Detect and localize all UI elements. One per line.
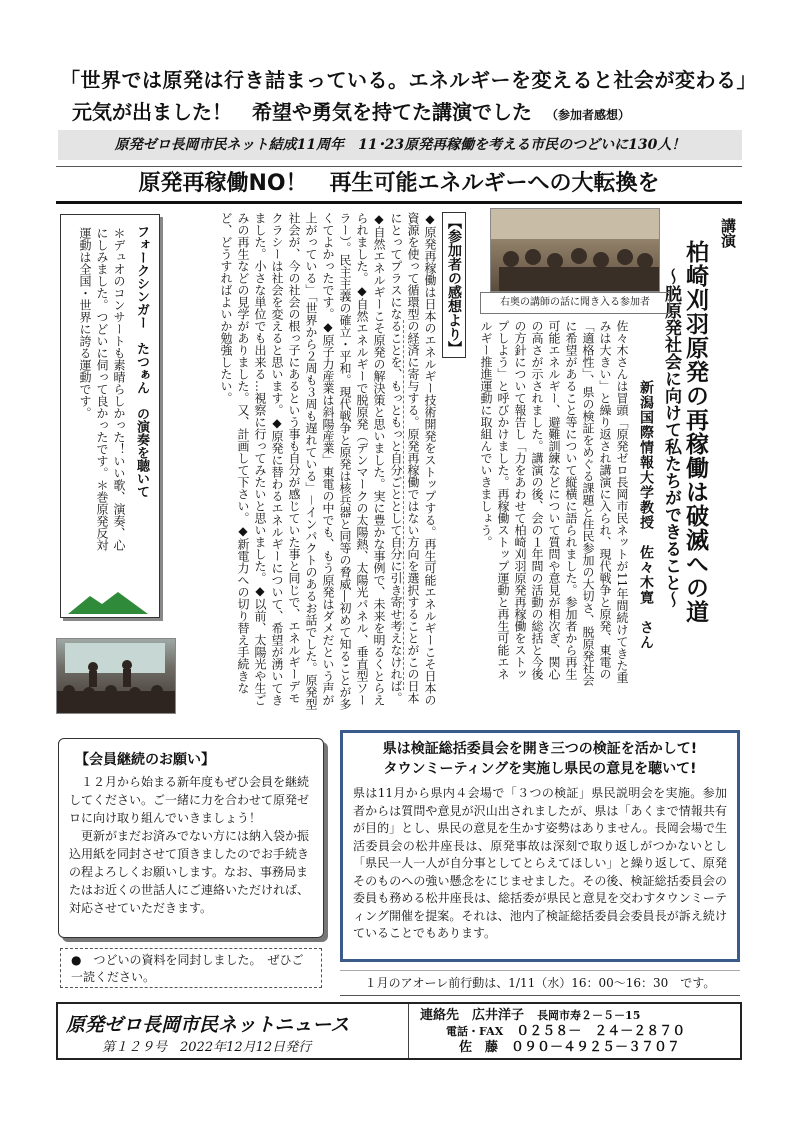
audience-photo-image	[491, 209, 659, 291]
lecture-subtitle: ～脱原発社会に向けて私たちができること～	[661, 268, 681, 608]
contact-label: 連絡先	[420, 1008, 460, 1023]
headline-quote: 「世界では原発は行き詰まっている。エネルギーを変えると社会が変わる」	[60, 68, 757, 92]
contact-row-1	[420, 1008, 685, 1024]
prefecture-body: 県は11月から県内４会場で「３つの検証」県民説明会を実施。参加者からは質問や意見が沢山出されましたが、県は「あくまで情報共有が目的」とし、県民の意見を生かす姿勢はありません。長岡会場で生活委員会の松井座長は、原発事故は深刻で取り返しがつかないとし「県民一人一人が自分事としてとらえてほしい」と繰り返して、原発そのものへの強い懸念をにじませました。その後、検証総括委員会の委員も務める松井座長は、総括委が県民と意見を交わすタウンミーティング開催を提案。それは、池内了検証総括委員会委員長が訴え続けていることでもあります。	[353, 786, 727, 940]
materials-note: ● つどいの資料を同封しました。 ぜひご一読ください。	[60, 948, 322, 988]
concert-photo	[56, 638, 176, 714]
contact-name: 広井洋子	[472, 1008, 525, 1023]
prefecture-title-1: 県は検証総括委員会を開き三つの検証を活かして!	[382, 741, 698, 757]
footer	[56, 1002, 742, 1060]
contact-info	[420, 1008, 685, 1056]
alt-tel-number: ０９０－４９２５－３７０７	[511, 1040, 681, 1055]
prefecture-title-2: タウンミーティングを実施し県民の意見を聴いて!	[383, 761, 697, 777]
alt-contact-name: 佐 藤	[459, 1040, 499, 1055]
contact-row-2	[420, 1024, 685, 1040]
contact-row-3	[420, 1040, 685, 1056]
footer-masthead	[58, 1004, 409, 1058]
lecture-body: 佐々木さんは冒頭「原発ゼロ長岡市民ネットが11年間続けてきた重みは大きい」と繰り返され講演に入られ、現代戦争と原発、東電の「適格性」、県の検証をめぐる課題と住民参加の大切さ、脱原発社会に希望があること等について縦横に語られました。参加者から再生可能エネルギー、避難訓練などについて質問や意見が相次ぎ、関心の高さが示されました。講演の後、会の１年間の活動の総括と今後の方針について報告し「力をあわせて柏崎刈羽原発再稼働をストップしよう」と呼びかけました。再稼働ストップ運動と再生可能エネルギー推進運動に取組んでいきましょう。	[403, 320, 630, 690]
membership-paragraph-2: 更新がまだお済みでない方には納入袋か振込用紙を同封させて頂きましたのでお手続きの程よろしくお願いします。なお、事務局またはお近くの世話人にご連絡いただければ、対応させていただきます。	[69, 829, 310, 915]
tel-number: ０２５８－ ２４－２８７０	[516, 1024, 686, 1039]
newsletter-name: 原発ゼロ長岡市民ネットニュース	[66, 1014, 350, 1036]
lecture-label: 講演	[719, 218, 737, 248]
lecture-title: 柏崎刈羽原発の再稼働は破滅への道	[682, 240, 709, 624]
headline-subtitle	[72, 96, 772, 125]
impressions-body: ◆原発再稼働は日本のエネルギー技術開発をストップする。再生可能エネルギーこそ日本の資源を使って循環型の経済に寄与する。原発再稼働ではない方向を選択することがこの日本にとってプラスになることを、もっともっと自分ごととして自分に引き寄せ考えなければ。◆自然エネルギーこそ原発の解決策と思いました。実に豊かな事例で、未来を明るくとらえられました。◆自然エネルギーで脱原発（デンマークの太陽熱、太陽光パネル、垂直型ソーラー）。民主主義の確立・平和。現代戦争と原発は核兵器と同等の脅威―初めて知ることが多くてよかったです。◆原子力産業は斜陽産業」東電の中でも、もう原発はダメだという声が上がっている」「世界から２周も３周も遅れている」－インパクトのあるお話でした。原発型社会が、今の社会の根っ子にあるという事も自分が感じていた事と同じで、エネルギーデモクラシーは社会を変えると思います。◆原発に替わるエネルギーについて、希望が湧いてきました。小さな単位でも出来る…視察に行ってみたいと思いました。◆以前、太陽光や生ごみの再生などの見学がありました。又、計画して下さい。◆新電力への切り替え手続きなど、どうすればよいか勉強したい。	[219, 212, 437, 710]
main-heading: 原発再稼働NO！ 再生可能エネルギーへの大転換を	[56, 166, 742, 204]
contact-address: 長岡市寿２－５－15	[537, 1009, 641, 1022]
headline-note: （参加者感想）	[546, 108, 631, 122]
headline-line2: 元気が出ました！ 希望や勇気を持てた講演でした	[72, 100, 532, 124]
audience-photo	[490, 208, 660, 292]
membership-paragraph-1: １２月から始まる新年度もぜひ会員を継続してください。ご一緒に力を合わせて原発ゼロに向け取り組んでいきましょう！	[69, 775, 310, 825]
lecture-speaker: 新潟国際情報大学教授 佐々木寛 さん	[638, 380, 654, 650]
folk-singer-box	[60, 214, 160, 618]
photo-caption: 右奥の講師の話に聞き入る参加者	[480, 292, 670, 314]
mountain-icon	[68, 590, 148, 614]
folk-singer-title: フォークシンガー たつぁん の演奏を聴いて	[134, 225, 149, 498]
membership-title: 【会員継続のお願い】	[75, 752, 215, 768]
tel-label: 電話・FAX	[446, 1025, 504, 1038]
prefecture-box	[340, 730, 740, 962]
issue-info: 第１２９号 2022年12月12日発行	[102, 1040, 312, 1055]
concert-photo-image	[57, 639, 175, 713]
impressions-title: 【参加者の感想より】	[442, 212, 466, 358]
folk-singer-body: ＊デュオのコンサートも素晴らしかった！いい歌、演奏、心にしみました。つどいに伺って良かったです。＊巻原発反対運動は全国・世界に誇る運動です。	[78, 227, 126, 551]
membership-box	[58, 738, 324, 938]
event-banner: 原発ゼロ長岡市民ネット結成11周年 11･23原発再稼働を考える市民のつどいに130人！	[58, 130, 742, 160]
action-notice: １月のアオーレ前行動は、1/11（水）16：00～16：30 です。	[340, 970, 740, 996]
